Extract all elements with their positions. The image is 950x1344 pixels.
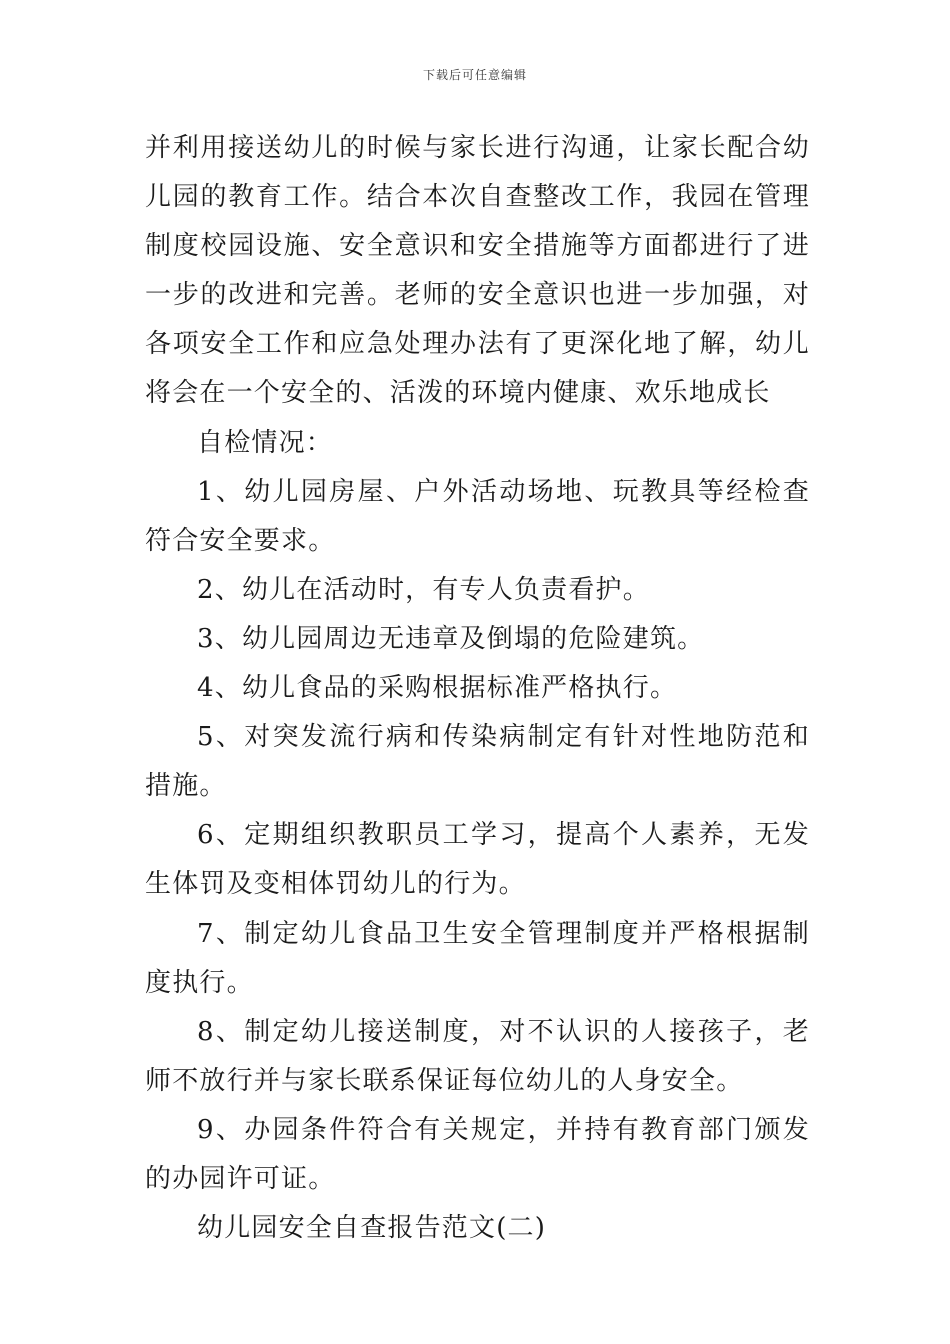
document-body bbox=[145, 124, 810, 1253]
page-header: 下载后可任意编辑 bbox=[422, 68, 527, 82]
list-item: 4、幼儿食品的采购根据标准严格执行。 bbox=[197, 673, 678, 704]
list-item: 7、制定幼儿食品卫生安全管理制度并严格根据制度执行。 bbox=[145, 918, 810, 998]
list-item: 6、定期组织教职员工学习，提高个人素养，无发生体罚及变相体罚幼儿的行为。 bbox=[145, 820, 810, 900]
section-title: 幼儿园安全自查报告范文(二) bbox=[197, 1213, 547, 1244]
list-item: 2、幼儿在活动时，有专人负责看护。 bbox=[197, 574, 650, 605]
list-item: 8、制定幼儿接送制度，对不认识的人接孩子，老师不放行并与家长联系保证每位幼儿的人身安全。 bbox=[145, 1016, 810, 1096]
intro-paragraph: 并利用接送幼儿的时候与家长进行沟通，让家长配合幼儿园的教育工作。结合本次自查整改工作，我园在管理制度校园设施、安全意识和安全措施等方面都进行了进一步的改进和完善。老师的安全意识也进一步加强，对各项安全工作和应急处理办法有了更深化地了解，幼儿将会在一个安全的、活泼的环境内健康、欢乐地成长 bbox=[145, 133, 810, 409]
list-item: 5、对突发流行病和传染病制定有针对性地防范和措施。 bbox=[145, 722, 810, 802]
list-item: 9、办园条件符合有关规定，并持有教育部门颁发的办园许可证。 bbox=[145, 1114, 810, 1194]
list-item: 3、幼儿园周边无违章及倒塌的危险建筑。 bbox=[197, 623, 705, 654]
section-label: 自检情况： bbox=[197, 427, 334, 458]
list-item: 1、幼儿园房屋、户外活动场地、玩教具等经检查符合安全要求。 bbox=[145, 476, 810, 556]
